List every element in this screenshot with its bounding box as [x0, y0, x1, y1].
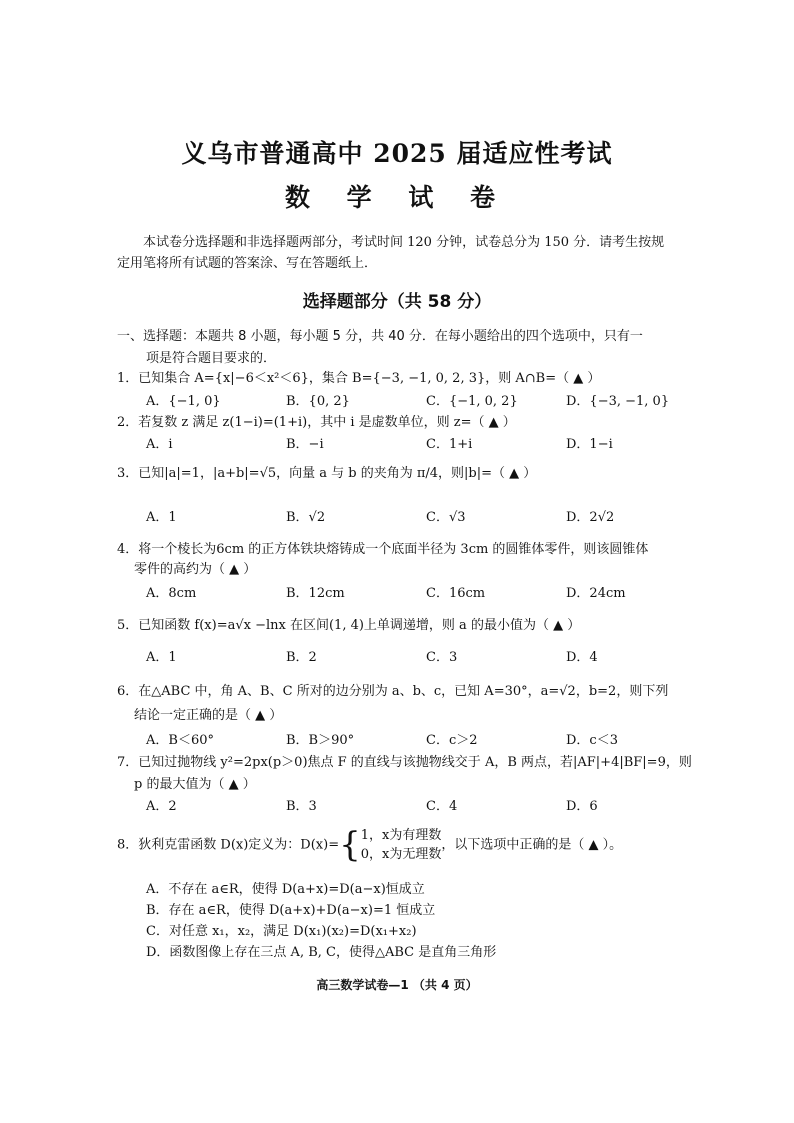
option-a: A．i — [146, 437, 173, 452]
question-7 — [117, 752, 692, 796]
option-c: C．√3 — [426, 510, 466, 525]
instruction-line-2: 项是符合题目要求的． — [146, 351, 277, 366]
question-4-options — [146, 584, 686, 604]
option-b: B．−i — [286, 437, 324, 452]
option-b: B．12cm — [286, 586, 345, 601]
question-3 — [117, 464, 687, 484]
question-8 — [117, 826, 687, 864]
question-6-options — [146, 731, 686, 751]
question-text-line-2: 零件的高约为（ ▲ ） — [134, 562, 257, 577]
question-text-suffix: ，以下选项中正确的是（ ▲ ）。 — [441, 837, 623, 853]
exam-subtitle: 数 学 试 卷 — [284, 183, 510, 212]
question-text: 已知集合 A={x|−6＜x²＜6}，集合 B={−3, −1, 0, 2, 3}，则 A∩B=（ ▲ ） — [138, 371, 601, 386]
option-b: B．B＞90° — [286, 733, 355, 748]
question-text-line-2: p 的最大值为（ ▲ ） — [134, 777, 256, 792]
question-6 — [117, 680, 687, 728]
instruction-line-1: 一、选择题：本题共 8 小题，每小题 5 分，共 40 分．在每小题给出的四个选项中，只有一 — [117, 329, 643, 344]
question-5 — [117, 616, 687, 636]
option-b: B．3 — [286, 799, 317, 814]
option-d: D．24cm — [566, 586, 626, 601]
option-a: A．1 — [146, 510, 177, 525]
question-number: 2． — [117, 415, 139, 430]
exam-intro: 本试卷分选择题和非选择题两部分，考试时间 120 分钟，试卷总分为 150 分．请考生按规定用笔将所有试题的答案涂、写在答题纸上． — [117, 235, 665, 271]
left-brace-icon: { — [339, 825, 361, 865]
question-number: 1． — [117, 371, 139, 386]
question-8-options — [146, 879, 496, 963]
question-text-line-2: 结论一定正确的是（ ▲ ） — [134, 708, 283, 723]
question-text-line-1: 在△ABC 中，角 A、B、C 所对的边分别为 a、b、c，已知 A=30°，a=√2，b=2，则下列 — [138, 684, 669, 699]
question-number: 8． — [117, 837, 139, 853]
case-irrational: 0，x为无理数 — [360, 847, 442, 862]
case-rational: 1，x为有理数 — [360, 828, 442, 843]
option-a: A．不存在 a∈R，使得 D(a+x)=D(a−x)恒成立 — [146, 882, 425, 897]
question-text: 若复数 z 满足 z(1−i)=(1+i)，其中 i 是虚数单位，则 z=（ ▲ ） — [138, 415, 516, 430]
option-c: C．对任意 x₁，x₂，满足 D(x₁)(x₂)=D(x₁+x₂) — [146, 924, 417, 939]
option-c: C．3 — [426, 650, 458, 665]
piecewise-cases — [361, 826, 442, 864]
question-2-options — [146, 435, 686, 455]
section-instruction — [117, 326, 682, 370]
question-text: 已知|a|=1，|a+b|=√5，向量 a 与 b 的夹角为 π/4，则|b|=（ ▲ ） — [138, 466, 537, 481]
option-a: A．8cm — [146, 586, 197, 601]
question-4 — [117, 540, 687, 580]
question-number: 3． — [117, 466, 139, 481]
option-d: D．4 — [566, 650, 598, 665]
question-1 — [117, 369, 687, 389]
option-d: D．c＜3 — [566, 733, 618, 748]
option-c: C．c＞2 — [426, 733, 478, 748]
option-c: C．4 — [426, 799, 458, 814]
question-number: 6． — [117, 684, 139, 699]
option-a: A．1 — [146, 650, 177, 665]
exam-title: 义乌市普通高中 2025 届适应性考试 — [181, 139, 613, 168]
option-d: D．{−3, −1, 0} — [566, 394, 670, 409]
question-text-prefix: 狄利克雷函数 D(x)定义为：D(x)= — [138, 837, 340, 853]
question-number: 5． — [117, 618, 139, 633]
option-a: A．2 — [146, 799, 177, 814]
option-d: D．6 — [566, 799, 598, 814]
question-7-options — [146, 797, 686, 817]
question-text-line-1: 将一个棱长为6cm 的正方体铁块熔铸成一个底面半径为 3cm 的圆锥体零件，则该圆锥体 — [138, 542, 649, 557]
option-c: C．1+i — [426, 437, 473, 452]
page-footer: 高三数学试卷—1 （共 4 页） — [316, 978, 478, 992]
question-2 — [117, 413, 687, 433]
question-1-options — [146, 392, 686, 412]
question-number: 7． — [117, 755, 139, 770]
question-number: 4． — [117, 542, 139, 557]
option-b: B．2 — [286, 650, 317, 665]
option-c: C．16cm — [426, 586, 486, 601]
option-d: D．函数图像上存在三点 A, B, C，使得△ABC 是直角三角形 — [146, 945, 497, 960]
option-a: A．{−1, 0} — [146, 394, 221, 409]
question-text: 已知函数 f(x)=a√x −lnx 在区间(1, 4)上单调递增，则 a 的最小值为（ ▲ ） — [138, 618, 581, 633]
option-b: B．√2 — [286, 510, 326, 525]
question-3-options — [146, 508, 686, 528]
option-d: D．2√2 — [566, 510, 615, 525]
question-text-line-1: 已知过抛物线 y²=2px(p＞0)焦点 F 的直线与该抛物线交于 A，B 两点，若|AF|+4|BF|=9，则 — [138, 755, 692, 770]
option-b: B．存在 a∈R，使得 D(a+x)+D(a−x)=1 恒成立 — [146, 903, 436, 918]
option-c: C．{−1, 0, 2} — [426, 394, 518, 409]
option-a: A．B＜60° — [146, 733, 214, 748]
question-5-options — [146, 648, 686, 668]
option-d: D．1−i — [566, 437, 613, 452]
option-b: B．{0, 2} — [286, 394, 350, 409]
section-title: 选择题部分（共 58 分） — [302, 292, 492, 312]
